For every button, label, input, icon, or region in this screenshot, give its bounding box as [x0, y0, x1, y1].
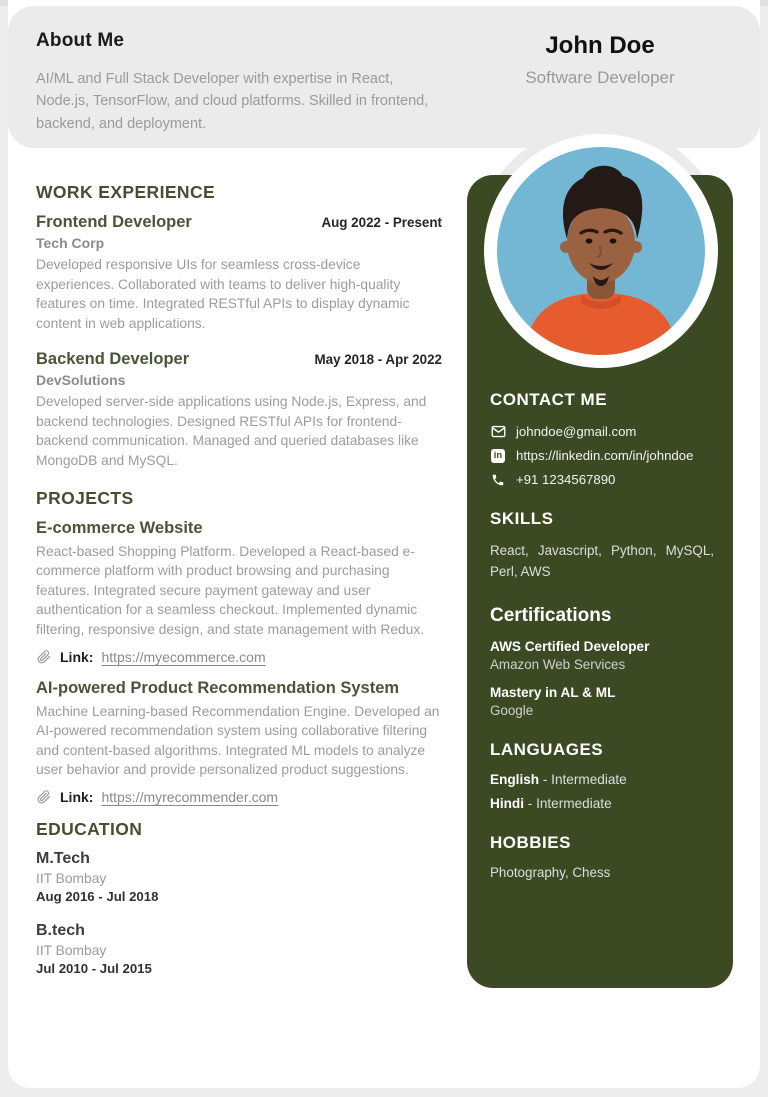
project-title: AI-powered Product Recommendation System	[36, 678, 400, 697]
contact-linkedin-row	[490, 448, 714, 463]
phone-number: +91 1234567890	[516, 472, 616, 487]
avatar-illustration	[497, 147, 705, 355]
sidebar-content	[490, 390, 714, 880]
certification-issuer: Amazon Web Services	[490, 656, 626, 672]
project-entry	[36, 679, 442, 805]
school: IIT Bombay	[36, 870, 107, 886]
contact-title: CONTACT ME	[490, 390, 608, 409]
project-link-row	[36, 649, 442, 665]
education-dates: Jul 2010 - Jul 2015	[36, 960, 152, 976]
job-dates: May 2018 - Apr 2022	[314, 352, 442, 368]
hobbies-title: HOBBIES	[490, 832, 571, 852]
envelope-icon	[490, 424, 506, 439]
email-link[interactable]: johndoe@gmail.com	[516, 424, 637, 439]
contact-email-row	[490, 424, 714, 439]
hobbies-list: Photography, Chess	[490, 864, 611, 880]
project-link[interactable]: https://myecommerce.com	[101, 648, 266, 665]
job-title: Frontend Developer	[36, 213, 192, 231]
job-description: Developed server-side applications using Node.js, Express, and backend technologies. Designed RESTful APIs for frontend-backend communication. Managed and queried databases like MongoDB and MySQL.	[36, 394, 427, 469]
job-company: DevSolutions	[36, 372, 126, 389]
language-level: - Intermediate	[542, 771, 627, 787]
language-entry	[490, 796, 714, 811]
degree: M.Tech	[36, 849, 90, 867]
certification-name: Mastery in AL & ML	[490, 684, 616, 700]
paperclip-icon	[36, 650, 52, 664]
work-experience-title: WORK EXPERIENCE	[36, 182, 216, 202]
project-description: Machine Learning-based Recommendation Engine. Developed an AI-powered recommendation system using collaborative filtering and content-based algorithms. Integrated ML models to analyze user behavior and provide personalized product suggestions.	[36, 703, 440, 778]
link-label: Link:	[60, 648, 94, 665]
school: IIT Bombay	[36, 942, 107, 958]
project-entry	[36, 519, 442, 665]
phone-icon	[490, 473, 506, 487]
main-column	[36, 182, 442, 994]
languages-title: LANGUAGES	[490, 739, 604, 759]
linkedin-icon: in	[490, 449, 506, 463]
job-entry	[36, 213, 442, 333]
person-role: Software Developer	[525, 68, 675, 87]
job-title: Backend Developer	[36, 350, 190, 369]
link-label: Link:	[60, 788, 94, 805]
skills-title: SKILLS	[490, 509, 554, 528]
job-dates: Aug 2022 - Present	[321, 215, 442, 230]
education-dates: Aug 2016 - Jul 2018	[36, 888, 159, 904]
language-name: Hindi	[490, 795, 524, 811]
certification-entry	[490, 639, 714, 672]
certification-entry	[490, 685, 714, 718]
about-section	[36, 30, 448, 135]
paperclip-icon	[36, 790, 52, 804]
education-entry	[36, 850, 442, 904]
projects-title: PROJECTS	[36, 487, 134, 508]
project-description: React-based Shopping Platform. Developed a React-based e-commerce platform with product browsing and purchasing features. Integrated secure payment gateway and user authentication for a seamless checkout. Implemented dynamic filtering, responsive design, and state management with Redux.	[36, 543, 425, 637]
language-name: English	[490, 771, 540, 787]
job-description: Developed responsive UIs for seamless cross-device experiences. Collaborated with teams to deliver high-quality features on time. Integrated RESTful APIs to display dynamic content in web applications.	[36, 257, 410, 331]
identity-section	[467, 32, 733, 88]
education-title: EDUCATION	[36, 818, 143, 839]
certifications-title: Certifications	[490, 604, 612, 626]
project-link-row	[36, 789, 442, 805]
person-name: John Doe	[545, 32, 655, 59]
project-title: E-commerce Website	[36, 518, 203, 537]
certification-issuer: Google	[490, 702, 534, 718]
about-text: AI/ML and Full Stack Developer with expertise in React, Node.js, TensorFlow, and cloud platforms. Skilled in frontend, backend, and deployment.	[36, 71, 429, 132]
contact-phone-row	[490, 472, 714, 487]
job-entry	[36, 350, 442, 470]
language-entry	[490, 772, 714, 787]
skills-list: React, Javascript, Python, MySQL, Perl, AWS	[490, 543, 714, 579]
about-title: About Me	[36, 30, 125, 51]
profile-photo	[497, 147, 705, 355]
job-company: Tech Corp	[36, 235, 105, 251]
degree: B.tech	[36, 921, 85, 939]
education-entry	[36, 922, 442, 976]
project-link[interactable]: https://myrecommender.com	[101, 788, 279, 805]
linkedin-link[interactable]: https://linkedin.com/in/johndoe	[516, 448, 694, 463]
certification-name: AWS Certified Developer	[490, 638, 650, 654]
language-level: - Intermediate	[527, 795, 612, 811]
